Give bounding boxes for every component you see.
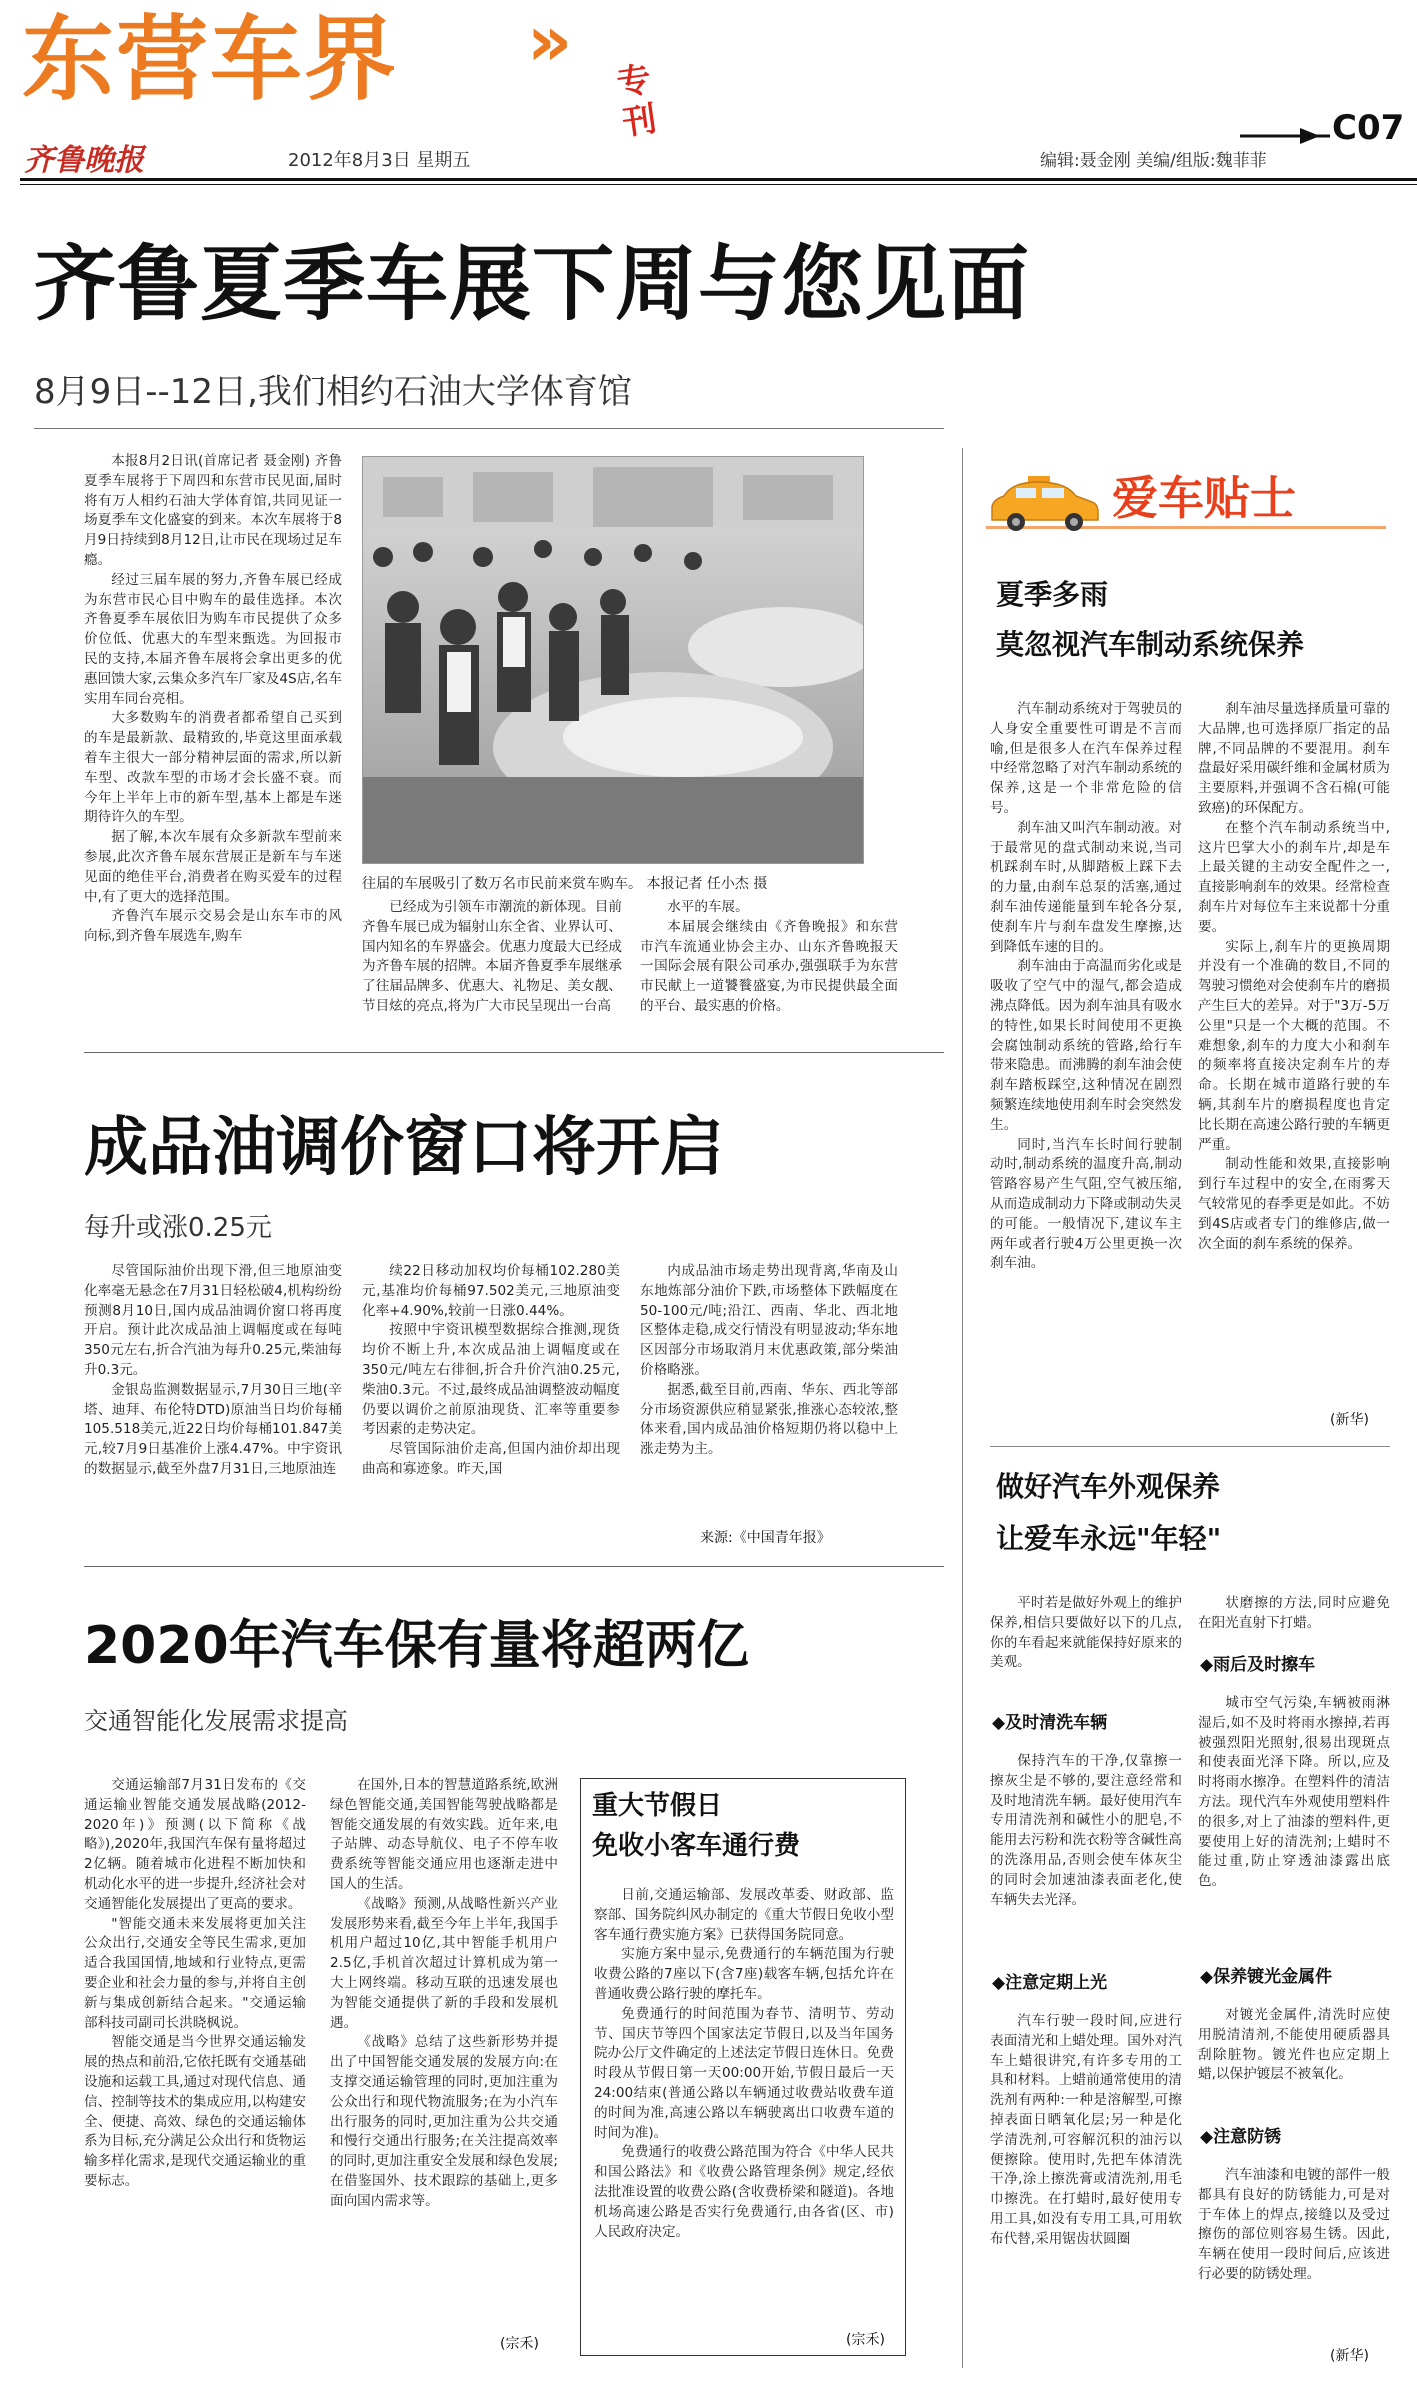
paragraph: 制动性能和效果,直接影响到行车过程中的安全,在雨雾天气较常见的春季更是如此。不妨到4S店或者专门的维修店,做一次全面的刹车系统的保养。 (1198, 1156, 1390, 1252)
masthead-title: 东营车界 (22, 6, 399, 113)
tips-a1-col1 (990, 700, 1182, 1430)
article3-col1 (84, 1776, 306, 2366)
paragraph: 状磨擦的方法,同时应避免在阳光直射下打蜡。 (1198, 1595, 1390, 1631)
article2-source: 来源:《中国青年报》 (700, 1530, 831, 1546)
tips-divider (990, 1446, 1390, 1447)
paragraph: 在国外,日本的智慧道路系统,欧洲绿色智能交通,美国智能驾驶战略都是智能交通发展的有效实践。近年来,电子站牌、动态导航仪、电子不停车收费系统等智能交通应用也逐渐走进中国人的生活。 (330, 1777, 558, 1892)
article2-headline: 成品油调价窗口将开启 (84, 1111, 724, 1185)
article1-bottom-rule (84, 1052, 944, 1053)
paragraph: 免费通行的收费公路范围为符合《中华人民共和国公路法》和《收费公路管理条例》规定,经依法批准设置的收费公路(含收费桥梁和隧道)。各地机场高速公路是否实行免费通行,由各省(区、市)人民政府决定。 (594, 2144, 894, 2240)
tips-a2-s4-title: ◆保养镀光金属件 (1200, 1967, 1333, 1987)
paragraph: 据悉,截至目前,西南、华东、西北等部分市场资源供应稍显紧张,推涨心态较浓,整体来看,国内成品油价格短期仍将以稳中上涨走势为主。 (640, 1381, 898, 1458)
article1-col1 (84, 452, 342, 1022)
paragraph: 刹车油尽量选择质量可靠的大品牌,也可选择原厂指定的品牌,不同品牌的不要混用。刹车盘最好采用碳纤维和金属材质为主要原料,并强调不含石棉(可能致癌)的环保配方。 (1198, 701, 1390, 816)
article1-col3 (640, 898, 898, 1018)
article3-source: (宗禾) (500, 2336, 539, 2352)
paragraph: 齐鲁汽车展示交易会是山东车市的风向标,到齐鲁车展选车,购车 (84, 908, 342, 945)
box-title-line1: 重大节假日 (592, 1791, 723, 1821)
paper-name: 齐鲁晚报 (24, 143, 144, 178)
paragraph: 交通运输部7月31日发布的《交通运输业智能交通发展战略(2012-2020年)》预测(以下简称《战略》),2020年,我国汽车保有量将超过2亿辆。随着城市化进程不断加快和机动化水平的进一步提升,经济社会对交通智能化发展提出了更高的要求。 (84, 1777, 306, 1912)
paragraph: 平时若是做好外观上的维护保养,相信只要做好以下的几点,你的车看起来就能保持好原来的美观。 (990, 1595, 1182, 1671)
tips-a1-head-line2: 莫忽视汽车制动系统保养 (996, 628, 1305, 661)
tips-a2-intro (990, 1594, 1182, 1690)
masthead-divider (20, 178, 1417, 181)
masthead-divider-thin (20, 184, 1417, 185)
editor-credits: 编辑:聂金刚 美编/组版:魏菲菲 (1040, 151, 1267, 171)
tips-a2-s2-body (990, 2012, 1182, 2368)
paragraph: 刹车油由于高温而劣化或是吸收了空气中的湿气,都会造成沸点降低。因为刹车油具有吸水的特性,如果长时间使用不更换会腐蚀制动系统的管路,给行车带来隐患。而沸腾的刹车油会使刹车踏板踩空,这种情况在剧烈频繁连续地使用刹车时会突然发生。 (990, 958, 1182, 1133)
paragraph: 据了解,本次车展有众多新款车型前来参展,此次齐鲁车展东营展正是新车与车迷见面的绝佳平台,消费者在购买爱车的过程中,有了更大的选择范围。 (84, 829, 342, 905)
article2-subhead: 每升或涨0.25元 (84, 1213, 272, 1243)
tips-banner-title: 爱车贴士 (1112, 471, 1296, 525)
paragraph: 本报8月2日讯(首席记者 聂金刚) 齐鲁夏季车展将于下周四和东营市民见面,届时将有万人相约石油大学体育馆,共同见证一场夏季车文化盛宴的到来。本次车展将于8月9日持续到8月12日,让市民在现场过足车瘾。 (84, 453, 342, 568)
issue-date: 2012年8月3日 星期五 (288, 150, 471, 171)
article1-subhead: 8月9日--12日,我们相约石油大学体育馆 (34, 372, 632, 412)
paragraph: 经过三届车展的努力,齐鲁车展已经成为东营市民心目中购车的最佳选择。本次齐鲁夏季车展依旧为购车市民提供了众多价位低、优惠大的车型来甄选。为回报市民的支持,本届齐鲁车展将会拿出更多的优惠回馈大家,云集众多汽车厂家及4S店,名车实用车同台亮相。 (84, 571, 342, 707)
paragraph: 在整个汽车制动系统当中,这片巴掌大小的刹车片,却是车上最关键的主动安全配件之一,直接影响刹车的效果。经常检查刹车片对每位车主来说都十分重要。 (1198, 819, 1390, 935)
page-code: C07 (1332, 108, 1405, 148)
box-source: (宗禾) (846, 2332, 885, 2348)
paragraph: 已经成为引领车市潮流的新体现。目前齐鲁车展已成为辐射山东全省、业界认可、国内知名的车界盛会。优惠力度最大已经成为齐鲁车展的招牌。本届齐鲁夏季车展继承了往届品牌多、优惠大、礼物足、美女靓、节目炫的亮点,将为广大市民呈现出一台高 (362, 899, 622, 1014)
tips-a1-col2 (1198, 700, 1390, 1400)
article1-headline: 齐鲁夏季车展下周与您见面 (34, 237, 1031, 332)
paragraph: 城市空气污染,车辆被雨淋湿后,如不及时将雨水擦掉,若再被强烈阳光照射,很易出现斑点和使表面光泽下降。所以,应及时将雨水擦净。在塑料件的清洁方法。现代汽车外观使用塑料件的很多,对上了油漆的塑料件,更要使用上好的清洗剂;上蜡时不能过重,防止穿透油漆露出底色。 (1198, 1695, 1390, 1890)
car-show-photo (362, 456, 864, 864)
article2-bottom-rule (84, 1566, 944, 1567)
side-column-divider (962, 448, 963, 2368)
article2-col1 (84, 1262, 342, 1552)
tips-a2-s1-title: ◆及时清洗车辆 (992, 1713, 1108, 1733)
article3-subhead: 交通智能化发展需求提高 (84, 1707, 348, 1735)
paragraph: "智能交通未来发展将更加关注公众出行,交通安全等民生需求,更加适合我国国情,地域和行业特点,更需要企业和社会力量的参与,并将自主创新与集成创新结合起来。"交通运输部科技司副司长洪晓枫说。 (84, 1915, 306, 2031)
paragraph: 内成品油市场走势出现背离,华南及山东地炼部分油价下跌,市场整体下跌幅度在50-100元/吨;沿江、西南、华北、西北地区整体走稳,成交行情没有明显波动;华东地区因部分市场取消月末优惠政策,部分柴油价格略涨。 (640, 1263, 898, 1378)
article1-divider (34, 428, 944, 429)
paragraph: 大多数购车的消费者都希望自己买到的车是最新款、最精致的,毕竟这里面承载着车主很大一部分精神层面的需求,所以新车型、改款车型的市场才会长盛不衰。而今年上半年上市的新车型,基本上都是车迷期待许久的车型。 (84, 710, 342, 826)
tips-a2-s3-title: ◆雨后及时擦车 (1200, 1655, 1316, 1675)
tips-a2-s1-body (990, 1752, 1182, 1950)
paragraph: 智能交通是当今世界交通运输发展的热点和前沿,它依托既有交通基础设施和运载工具,通过对现代信息、通信、控制等技术的集成应用,以构建安全、便捷、高效、绿色的交通运输体系为目标,充分满足公众出行和货物运输多样化需求,是现代交通运输业的重要标志。 (84, 2034, 306, 2189)
paragraph: 本届展会继续由《齐鲁晚报》和东营市汽车流通业协会主办、山东齐鲁晚报天一国际会展有限公司承办,强强联手为东营市民献上一道饕餮盛宴,为市民提供最全面的平台、最实惠的价格。 (640, 918, 898, 1014)
tips-a2-s4-body (1198, 2006, 1390, 2106)
tips-a1-head-line1: 夏季多雨 (996, 578, 1109, 611)
tips-a2-head-line2: 让爱车永远"年轻" (996, 1522, 1222, 1555)
paragraph: 对镀光金属件,清洗时应使用脱清清剂,不能使用硬质器具刮除脏物。镀光件也应定期上蜡,以保护镀层不被氧化。 (1198, 2007, 1390, 2083)
tips-a2-s3-body (1198, 1694, 1390, 1946)
paragraph: 汽车行驶一段时间,应进行表面清光和上蜡处理。国外对汽车上蜡很讲究,有许多专用的工具和材料。上蜡前通常使用的清洗剂有两种:一种是溶解型,可擦掉表面日晒氧化层;另一种是化学清洗剂,可容解沉积的油污以便擦除。使用时,先把车体清洗干净,涂上擦洗膏或清洗剂,用毛巾擦洗。在打蜡时,最好使用专用工具,如没有专用工具,可用软布代替,采用锯齿状圆圈 (990, 2013, 1182, 2247)
box-title-line2: 免收小客车通行费 (592, 1831, 801, 1861)
paragraph: 按照中宇资讯模型数据综合推测,现货均价不断上升,本次成品油上调幅度或在350元/吨左右徘徊,折合升价汽油0.25元,柴油0.3元。不过,最终成品油调整波动幅度仍要以调价之前原油现货、汇率等重要参考因素的走势决定。 (362, 1322, 620, 1438)
paragraph: 尽管国际油价走高,但国内油价却出现曲高和寡迹象。昨天,国 (362, 1441, 620, 1477)
paragraph: 汽车制动系统对于驾驶员的人身安全重要性可谓是不言而喻,但是很多人在汽车保养过程中经常忽略了对汽车制动系统的保养,这是一个非常危险的信号。 (990, 701, 1182, 816)
paragraph: 保持汽车的干净,仅靠擦一擦灰尘是不够的,要注意经常和及时地清洗车辆。最好使用汽车专用清洗剂和碱性小的肥皂,不能用去污粉和洗衣粉等含碱性高的洗涤用品,否则会使车体灰尘的同时会加速油漆表面老化,使车辆失去光泽。 (990, 1753, 1182, 1908)
tips-a1-source: (新华) (1330, 1412, 1369, 1428)
paragraph: 续22日移动加权均价每桶102.280美元,基准均价每桶97.502美元,三地原油变化率+4.90%,较前一日涨0.44%。 (362, 1263, 620, 1319)
special-issue-badge: 专刊 (614, 59, 660, 144)
paragraph: 免费通行的时间范围为春节、清明节、劳动节、国庆节等四个国家法定节假日,以及当年国务院办公厅文件确定的上述法定节假日连休日。免费时段从节假日第一天00:00开始,节假日最后一天24:00结束(普通公路以车辆通过收费站收费车道的时间为准,高速公路以车辆驶离出口收费车道的时间为准)。 (594, 2005, 894, 2141)
tips-a2-s5-title: ◆注意防锈 (1200, 2127, 1282, 2147)
paragraph: 《战略》总结了这些新形势并提出了中国智能交通发展的发展方向:在支撑交通运输管理的同时,更加注重为公众出行和现代物流服务;在为小汽车出行服务的同时,更加注重为公共交通和慢行交通出行服务;在关注提高效率的同时,更加注重安全发展和绿色发展;在借鉴国外、技术跟踪的基础上,更多面向国内需求等。 (330, 2034, 558, 2209)
paragraph: 实施方案中显示,免费通行的车辆范围为行驶收费公路的7座以下(含7座)载客车辆,包括允许在普通收费公路行驶的摩托车。 (594, 1946, 894, 2002)
paragraph: 实际上,刹车片的更换周期并没有一个准确的数目,不同的驾驶习惯绝对会使刹车片的磨损产生巨大的差异。对于"3万-5万公里"只是一个大概的范围。不难想象,刹车的力度大小和刹车的频率将直接决定刹车片的寿命。长期在城市道路行驶的车辆,其刹车片的磨损程度也肯定比长期在高速公路行驶的车辆更严重。 (1198, 938, 1390, 1153)
tips-a2-s5-body (1198, 2166, 1390, 2346)
chevron-icon: » (527, 0, 573, 82)
tips-a2-s3-intro (1198, 1594, 1390, 1634)
paragraph: 刹车油又叫汽车制动液。对于最常见的盘式制动来说,当司机踩刹车时,从脚踏板上踩下去的力量,由刹车总泵的活塞,通过刹车油传递能量到车轮各分泵,使刹车片与刹车盘发生摩擦,达到降低车速的目的。 (990, 819, 1182, 955)
crowd-photo-illustration (363, 457, 863, 863)
tips-a2-s2-title: ◆注意定期上光 (992, 1973, 1108, 1993)
article3-col2 (330, 1776, 558, 2332)
article3-headline: 2020年汽车保有量将超两亿 (84, 1616, 749, 1676)
box-body (594, 1886, 894, 2326)
paragraph: 《战略》预测,从战略性新兴产业发展形势来看,截至今年上半年,我国手机用户超过10亿,其中智能手机用户2.5亿,手机首次超过计算机成为第一大上网终端。移动互联的迅速发展也为智能交通提供了新的手段和发展机遇。 (330, 1895, 558, 2031)
article1-col2 (362, 898, 622, 1018)
paragraph: 日前,交通运输部、发展改革委、财政部、监察部、国务院纠风办制定的《重大节假日免收小型客车通行费实施方案》已获得国务院同意。 (594, 1887, 894, 1943)
paragraph: 水平的车展。 (667, 899, 749, 915)
article2-col2 (362, 1262, 620, 1552)
photo-caption: 往届的车展吸引了数万名市民前来赏车购车。 本报记者 任小杰 摄 (362, 876, 768, 892)
tips-a2-head-line1: 做好汽车外观保养 (996, 1470, 1221, 1503)
article2-col3 (640, 1262, 898, 1524)
tips-a2-source: (新华) (1330, 2348, 1369, 2364)
paragraph: 金银岛监测数据显示,7月30日三地(辛塔、迪拜、布伦特DTD)原油当日均价每桶105.518美元,近22日均价每桶101.847美元,较7月9日基准价上涨4.47%。中宇资讯的数据显示,截至外盘7月31日,三地原油连 (84, 1381, 342, 1477)
paragraph: 汽车油漆和电镀的部件一般都具有良好的防锈能力,可是对于车体上的焊点,接缝以及受过擦伤的部位则容易生锈。因此,车辆在使用一段时间后,应该进行必要的防锈处理。 (1198, 2167, 1390, 2282)
paragraph: 尽管国际油价出现下滑,但三地原油变化率毫无悬念在7月31日轻松破4,机构纷纷预测8月10日,国内成品油调价窗口将再度开启。预计此次成品油上调幅度或在每吨350元左右,折合汽油为每升0.25元,柴油每升0.3元。 (84, 1263, 342, 1378)
paragraph: 同时,当汽车长时间行驶制动时,制动系统的温度升高,制动管路容易产生气阻,空气被压缩,从而造成制动力下降或制动失灵的可能。一般情况下,建议车主两年或者行驶4万公里更换一次刹车油。 (990, 1136, 1182, 1272)
